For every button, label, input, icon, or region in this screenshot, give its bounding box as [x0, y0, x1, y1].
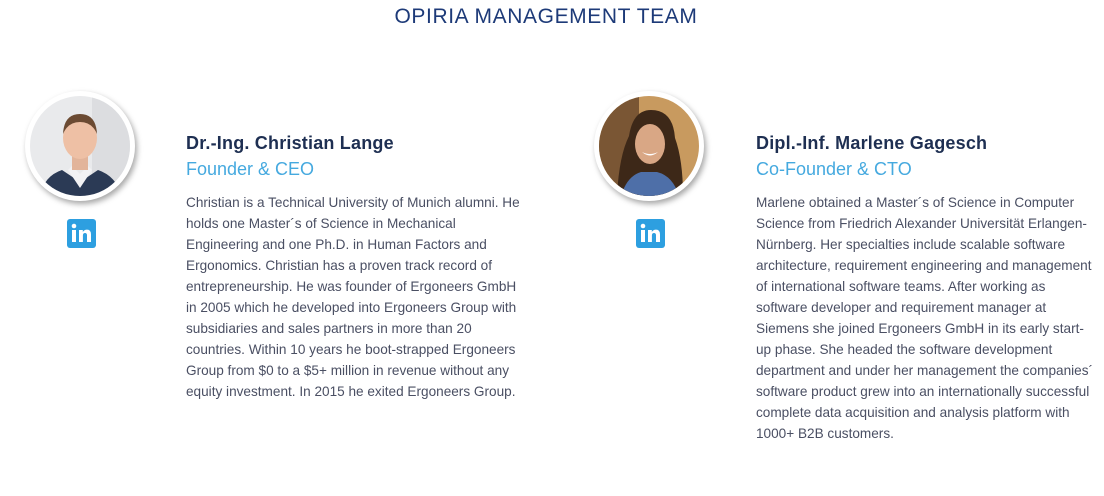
avatar-photo [30, 96, 130, 196]
avatar-photo [599, 96, 699, 196]
member-bio: Christian is a Technical University of Munich alumni. He holds one Master´s of Science in Mechanical Engineering and one Ph.D. in Human Factors and Ergonomics. Christian has a proven track record of entrepreneurship. He was founder of Ergoneers GmbH in 2005 which he developed into Ergoneers Group with subsidiaries and sales partners in more than 20 countries. Within 10 years he boot-strapped Ergoneers Group from $0 to a $5+ million in revenue without any equity investment. In 2015 he exited Ergoneers Group. [186, 195, 520, 399]
linkedin-icon[interactable] [67, 219, 96, 248]
member-name: Dr.-Ing. Christian Lange [186, 133, 394, 153]
member-role: Co-Founder & CTO [756, 159, 912, 179]
avatar [594, 91, 704, 201]
member-bio: Marlene obtained a Master´s of Science in Computer Science from Friedrich Alexander Universität Erlangen-Nürnberg. Her specialties include scalable software architecture, requirement engineering and management of international software teams. After working as software developer and requirement manager at Siemens she joined Ergoneers GmbH in its early start-up phase. She headed the software development department and under her management the companies´ software product grew into an internationally successful complete data acquisition and analysis platform with 1000+ B2B customers. [756, 195, 1094, 441]
member-name: Dipl.-Inf. Marlene Gagesch [756, 133, 988, 153]
linkedin-icon[interactable] [636, 219, 665, 248]
avatar [25, 91, 135, 201]
member-role: Founder & CEO [186, 159, 315, 179]
page-title: OPIRIA MANAGEMENT TEAM [394, 5, 698, 28]
